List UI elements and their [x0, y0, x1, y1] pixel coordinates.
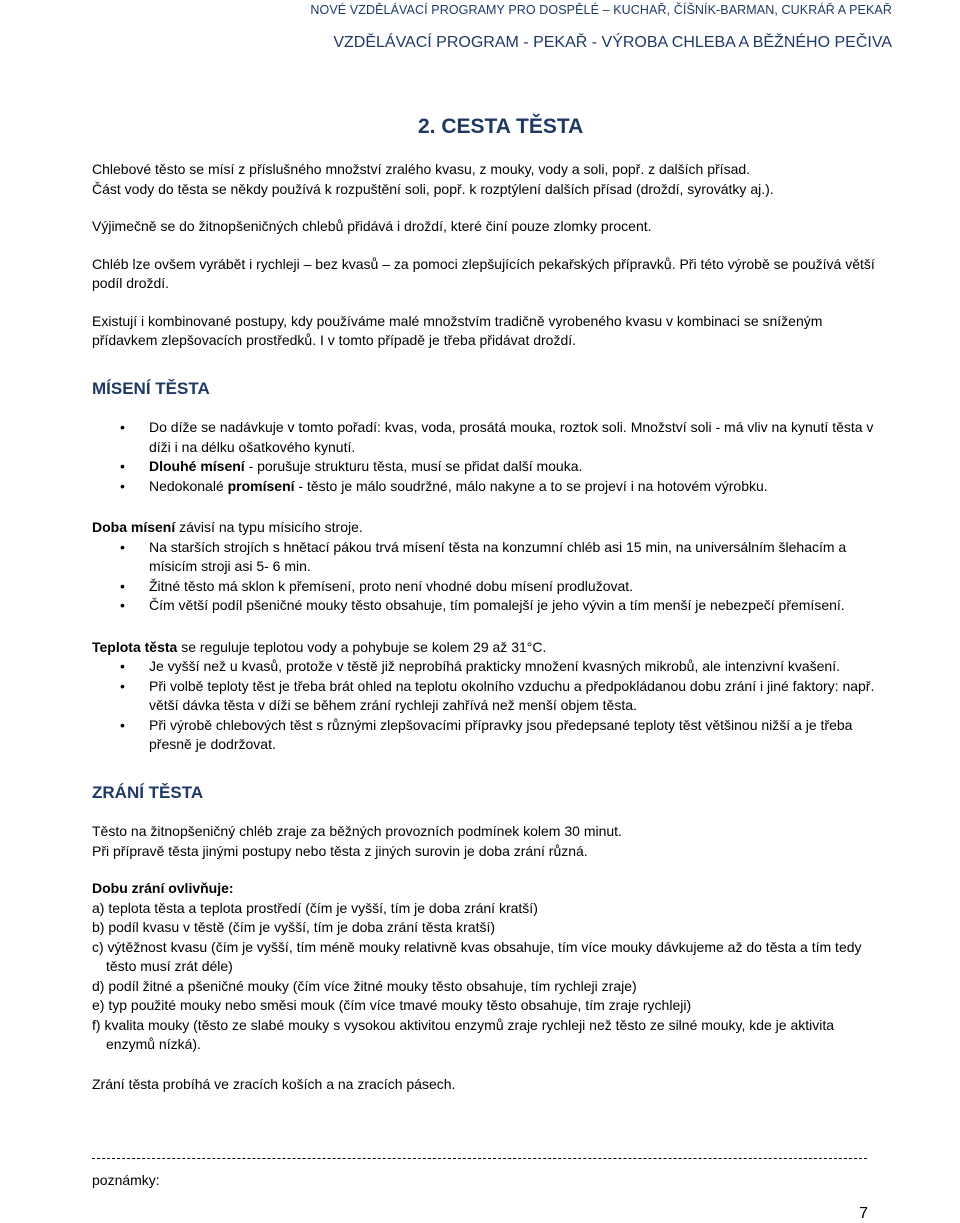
intro-paragraph-1-line-1: Chlebové těsto se mísí z příslušného množství zralého kvasu, z mouky, vody a soli, popř. z dalších přísad.: [92, 161, 751, 177]
bullet-icon: •: [120, 716, 125, 733]
list-item: e) typ použité mouky nebo směsi mouk (čím více tmavé mouky těsto obsahuje, tím zraje rychleji): [92, 997, 692, 1013]
list-item-text: Do díže se nadávkuje v tomto pořadí: kvas, voda, prosátá mouka, roztok soli. Množství soli - má vliv na kynutí těsta v díži i na délku ošatkového kynutí.: [149, 419, 874, 455]
intro-paragraph-1-line-2: Část vody do těsta se někdy používá k rozpuštění soli, popř. k rozptýlení dalších přísad (droždí, syrovátky aj.).: [92, 180, 774, 197]
document-header-program: VZDĚLÁVACÍ PROGRAM - PEKAŘ - VÝROBA CHLEBA A BĚŽNÉHO PEČIVA: [333, 34, 892, 51]
ripening-closing: Zrání těsta probíhá ve zracích koších a na zracích pásech.: [92, 1075, 456, 1092]
list-item: [92, 596, 882, 616]
list-item-text: Žitné těsto má sklon k přemísení, proto není vhodné dobu mísení prodlužovat.: [149, 577, 634, 594]
document-header-series: NOVÉ VZDĚLÁVACÍ PROGRAMY PRO DOSPĚLÉ – KUCHAŘ, ČÍŠNÍK-BARMAN, CUKRÁŘ A PEKAŘ: [310, 3, 892, 17]
mixing-duration-list: [92, 538, 882, 616]
page-content: [92, 160, 882, 1094]
notes-divider: [92, 1158, 867, 1159]
list-item: [92, 457, 882, 477]
list-item: [92, 677, 882, 716]
list-item: c) výtěžnost kvasu (čím je vyšší, tím méně mouky relativně kvas obsahuje, tím více mouky dávkujeme až do těsta a tím tedy těsto musí zrát déle): [92, 938, 862, 974]
list-item-text: Při výrobě chlebových těst s různými zlepšovacími přípravky jsou předepsané teploty těst většinou nižší a je třeba přesně je dodržovat.: [149, 716, 853, 752]
section-heading-ripening: ZRÁNÍ TĚSTA: [92, 782, 204, 802]
bullet-icon: •: [120, 477, 125, 494]
chapter-title: 2. CESTA TĚSTA: [418, 115, 584, 138]
list-item: f) kvalita mouky (těsto ze slabé mouky s vysokou aktivitou enzymů zraje rychleji než těsto ze silné mouky, kde je aktivita enzymů nízká).: [92, 1016, 835, 1052]
mixing-duration-text: závisí na typu mísicího stroje.: [175, 519, 363, 535]
list-item-bold: promísení: [227, 477, 295, 494]
bullet-icon: •: [120, 658, 125, 674]
dough-temperature-intro: [92, 638, 882, 658]
mixing-duration-bold: Doba mísení: [92, 519, 176, 535]
ripening-paragraph-line-2: Při přípravě těsta jinými postupy nebo těsta z jiných surovin je doba zrání různá.: [92, 842, 588, 859]
notes-label: poznámky:: [92, 1172, 160, 1188]
ripening-paragraph-line-1: Těsto na žitnopšeničný chléb zraje za běžných provozních podmínek kolem 30 minut.: [92, 823, 622, 839]
list-item: [92, 577, 882, 597]
list-item: b) podíl kvasu v těstě (čím je vyšší, tím je doba zrání těsta kratší): [92, 919, 496, 935]
mixing-duration-intro: [92, 518, 882, 538]
list-item: [92, 418, 882, 457]
ripening-factors-heading-text: Dobu zrání ovlivňuje:: [92, 880, 234, 896]
mixing-bullet-list: [92, 418, 882, 496]
list-item-text: Je vyšší než u kvasů, protože v těstě již neprobíhá prakticky množení kvasných mikrobů, ale intenzivní kvašení.: [149, 658, 840, 674]
bullet-icon: •: [120, 419, 125, 435]
list-item: a) teplota těsta a teplota prostředí (čím je vyšší, tím je doba zrání kratší): [92, 899, 538, 916]
list-item: [92, 538, 882, 577]
list-item-text: Při volbě teploty těst je třeba brát ohled na teplotu okolního vzduchu a předpokládanou dobu zrání i jiné faktory: např. větší dávka těsta v díži se během zrání rychleji zahřívá než menší objem těsta.: [149, 677, 875, 713]
list-item-text: - těsto je málo soudržné, málo nakyne a to se projeví i na hotovém výrobku.: [294, 477, 768, 494]
list-item-bold: Dlouhé mísení: [149, 458, 245, 474]
dough-temperature-text: se reguluje teplotou vody a pohybuje se kolem 29 až 31°C.: [177, 638, 547, 655]
list-item: [92, 477, 882, 497]
dough-temperature-bold: Teplota těsta: [92, 638, 178, 655]
page-number: 7: [859, 1205, 868, 1222]
bullet-icon: •: [120, 577, 125, 594]
section-heading-mixing: MÍSENÍ TĚSTA: [92, 378, 210, 398]
list-item: [92, 657, 882, 677]
ripening-factors-heading: [92, 879, 882, 899]
intro-paragraph-3: Chléb lze ovšem vyrábět i rychleji – bez kvasů – za pomoci zlepšujících pekařských přípravků. Při této výrobě se používá větší podíl droždí.: [92, 255, 875, 291]
bullet-icon: •: [120, 677, 125, 694]
intro-paragraph-2: Výjimečně se do žitnopšeničných chlebů přidává i droždí, které činí pouze zlomky procent.: [92, 218, 652, 234]
list-item-text: - porušuje strukturu těsta, musí se přidat další mouka.: [244, 458, 583, 474]
bullet-icon: •: [120, 538, 125, 555]
bullet-icon: •: [120, 597, 125, 613]
list-item: d) podíl žitné a pšeničné mouky (čím více žitné mouky těsto obsahuje, tím rychleji zraje): [92, 977, 637, 994]
dough-temperature-list: [92, 657, 882, 755]
list-item: [92, 716, 882, 755]
intro-paragraph-4: Existují i kombinované postupy, kdy používáme malé množstvím tradičně vyrobeného kvasu v kombinaci se sníženým přídavkem zlepšovacích prostředků. I v tomto případě je třeba přidávat droždí.: [92, 312, 823, 348]
list-item-text: Na starších strojích s hnětací pákou trvá mísení těsta na konzumní chléb asi 15 min, na universálním šlehacím a mísicím stroji asi 5- 6 min.: [149, 538, 847, 574]
ripening-factors-list: [92, 899, 882, 1055]
bullet-icon: •: [120, 458, 125, 474]
list-item-text: Čím větší podíl pšeničné mouky těsto obsahuje, tím pomalejší je jeho vývin a tím menší je nebezpečí přemísení.: [149, 597, 845, 613]
list-item-pre: Nedokonalé: [149, 477, 228, 494]
